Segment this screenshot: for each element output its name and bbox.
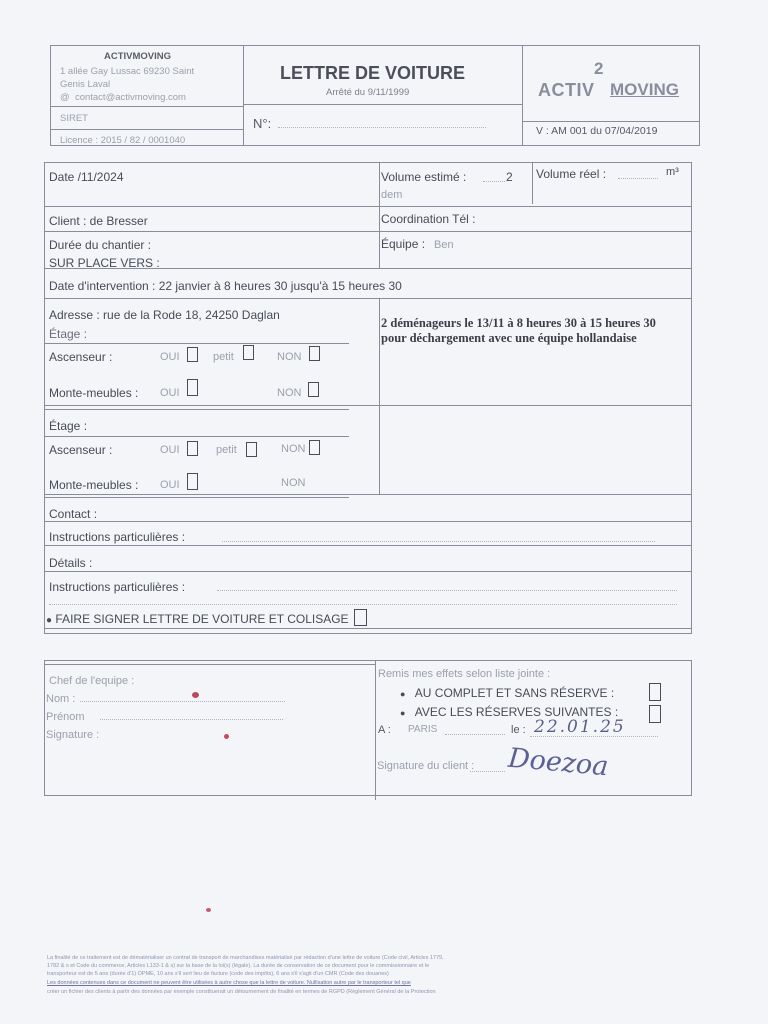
vol-divider2 — [532, 162, 533, 204]
details-field[interactable]: Détails : — [49, 556, 93, 570]
licence-label: Licence : 2015 / 82 / 0001040 — [60, 135, 186, 146]
reserves-text: AVEC LES RÉSERVES SUIVANTES : — [414, 705, 619, 719]
volume-estime-value[interactable]: 2 — [506, 170, 513, 184]
footer-line-5: créer un fichier des clients à partir des données par exemple constituerait un détournement de finalité en termes de RGPD (Règlement Général de la Protection — [47, 989, 436, 995]
logo-right: MOVING — [610, 80, 679, 99]
volume-reel-label: Volume réel : — [536, 167, 607, 181]
logo-mark — [594, 59, 603, 79]
address-line-b — [44, 409, 349, 410]
le-label: le : — [511, 724, 526, 736]
client-signature-scrawl: Doezoa — [506, 742, 610, 783]
a-label: A : — [378, 724, 391, 736]
logo-left: ACTIV — [538, 80, 595, 100]
petit-label-1: petit — [213, 351, 234, 363]
ascenseur-label-2: Ascenseur : — [49, 443, 113, 457]
header-hline-center — [243, 104, 522, 105]
bullet-icon: ● — [400, 689, 406, 699]
duree-value[interactable]: SUR PLACE VERS : — [49, 256, 160, 270]
logo-mark-icon: 2 — [594, 59, 604, 78]
header-hline-left — [50, 106, 243, 107]
monte-oui-checkbox-1[interactable] — [187, 379, 198, 396]
ascenseur-non-checkbox-1[interactable] — [309, 346, 320, 361]
monte-non-checkbox-1[interactable] — [308, 382, 319, 397]
row-line-contact — [44, 521, 692, 522]
ascenseur-oui-checkbox-2[interactable] — [187, 441, 198, 456]
version-label: V : AM 001 du 07/04/2019 — [536, 125, 658, 137]
header-divider-right — [522, 45, 523, 146]
form-block — [44, 162, 692, 634]
etage-line-2 — [44, 436, 349, 437]
monte-oui-checkbox-2[interactable] — [187, 473, 198, 490]
row-line-4 — [44, 298, 692, 299]
monte-oui-label-1: OUI — [160, 387, 180, 399]
nom-dots — [80, 701, 285, 702]
client-signature-label: Signature du client : — [377, 760, 475, 772]
chef-label: Chef de l'equipe : — [49, 675, 135, 687]
footer-line-1: La finalité de ce traitement est de dématérialiser un contrat de transport de marchandises matérialisé par rédaction d'une lettre de voiture (Code civil, Articles 1779, — [47, 955, 444, 961]
volume-estime-unit: dem — [381, 189, 403, 201]
row-line-3 — [44, 268, 692, 269]
ink-mark-2 — [224, 734, 229, 739]
ascenseur-petit-checkbox-1[interactable] — [243, 345, 254, 360]
monte-oui-label-2: OUI — [160, 479, 180, 491]
ascenseur-petit-checkbox-2[interactable] — [246, 442, 257, 457]
company-address-1: 1 allée Gay Lussac 69230 Saint — [60, 66, 195, 77]
number-dots — [278, 127, 486, 128]
reserves-checkbox[interactable] — [649, 705, 661, 723]
adresse-field[interactable]: Adresse : rue de la Rode 18, 24250 Daglan — [49, 308, 280, 322]
client-signature-dots — [470, 771, 505, 772]
remis-label: Remis mes effets selon liste jointe : — [378, 668, 551, 680]
oui-label-1: OUI — [160, 351, 180, 363]
intervention-field[interactable]: Date d'intervention : 22 janvier à 8 heures 30 jusqu'à 15 heures 30 — [49, 279, 402, 293]
instructions-1[interactable]: Instructions particulières : — [49, 530, 186, 544]
non-label-2: NON — [281, 443, 306, 455]
header-divider-left — [243, 45, 244, 146]
client-field[interactable]: Client : de Bresser — [49, 214, 148, 228]
header-hline-right — [522, 121, 700, 122]
instructions-2-dots-b — [49, 604, 677, 605]
signature-label: Signature : — [46, 729, 100, 741]
equipe-value[interactable]: Ben — [434, 239, 454, 251]
footer-line-3: transporteur est de 5 ans (durée d'1) OPME, 10 ans s'il sert lieu de facture (code des impôts), 6 ans s'il s'agit d'un CMR (Code des douanes) — [47, 971, 389, 977]
a-dots — [445, 734, 505, 735]
stray-mark — [206, 908, 211, 912]
at-icon: @ — [60, 92, 70, 103]
faire-signer-text: FAIRE SIGNER LETTRE DE VOITURE ET COLISAGE — [55, 612, 349, 626]
instructions-1-dots — [222, 541, 655, 542]
signature-top-line — [44, 664, 375, 665]
duree-label: Durée du chantier : — [49, 238, 152, 252]
row-line-details — [44, 571, 692, 572]
ascenseur-non-checkbox-2[interactable] — [309, 440, 320, 455]
vol-divider — [379, 162, 380, 206]
footer-line-2: 1782 & s et Code du commerce, Articles L133-1 & s) sur la base de la loi(s) (légale). La durée de conservation de ce document pour le commissionnaire et le — [47, 963, 430, 969]
etage-line-1 — [44, 343, 349, 344]
etage-label-2[interactable]: Étage : — [49, 419, 88, 433]
monte-non-label-1: NON — [277, 387, 302, 399]
monte-meubles-label-2: Monte-meubles : — [49, 478, 139, 492]
row-line-instr1 — [44, 545, 692, 546]
monte-meubles-label-1: Monte-meubles : — [49, 386, 139, 400]
le-value[interactable]: 22.01.25 — [534, 717, 626, 737]
ascenseur-label-1: Ascenseur : — [49, 350, 113, 364]
address-line-a — [44, 405, 692, 406]
document-subtitle: Arrêté du 9/11/1999 — [326, 87, 410, 98]
row-line-1 — [44, 206, 692, 207]
company-email — [60, 92, 186, 103]
coordination-field[interactable]: Coordination Tél : — [381, 212, 476, 226]
footer-line-4: Les données contenues dans ce document ne peuvent être utilisées à autre chose que la lettre de voiture. Nullisation autre par le transporteur tel que — [47, 980, 411, 986]
complet-option — [400, 686, 614, 700]
date-field[interactable]: Date /11/2024 — [49, 170, 124, 184]
volume-estime-dots — [483, 181, 505, 182]
etage-label-1[interactable]: Étage : — [49, 327, 88, 341]
volume-reel-dots — [618, 178, 658, 179]
row-line-2 — [44, 231, 692, 232]
ascenseur-oui-checkbox-1[interactable] — [187, 347, 198, 362]
company-name: ACTIVMOVING — [104, 51, 172, 62]
number-label: N°: — [253, 116, 272, 131]
complet-checkbox[interactable] — [649, 683, 661, 701]
note-text: 2 déménageurs le 13/11 à 8 heures 30 à 15 heures 30 pour déchargement avec une équipe hollandaise — [381, 316, 656, 345]
volume-reel-unit: m³ — [666, 166, 679, 178]
a-value[interactable]: PARIS — [408, 724, 438, 735]
prenom-label: Prénom — [46, 711, 85, 723]
address-line-c — [44, 494, 692, 495]
instructions-2[interactable]: Instructions particulières : — [49, 580, 186, 594]
prenom-dots — [100, 719, 283, 720]
volume-estime-label: Volume estimé : — [381, 170, 467, 184]
monte-non-label-2: NON — [281, 477, 306, 489]
ink-mark-1 — [192, 692, 199, 698]
non-label-1: NON — [277, 351, 302, 363]
faire-signer-checkbox[interactable] — [354, 609, 367, 626]
petit-label-2: petit — [216, 444, 237, 456]
row-line-faire — [44, 628, 692, 629]
document-title: LETTRE DE VOITURE — [280, 63, 466, 83]
address-divider — [379, 298, 380, 494]
header-hline-left2 — [50, 129, 243, 130]
address-line-d — [44, 497, 349, 498]
faire-signer-label — [46, 612, 349, 626]
company-address-2: Genis Laval — [60, 79, 111, 90]
siret-label: SIRET — [60, 113, 88, 124]
contact-field[interactable]: Contact : — [49, 507, 98, 521]
complet-text: AU COMPLET ET SANS RÉSERVE : — [414, 686, 615, 700]
oui-label-2: OUI — [160, 444, 180, 456]
bullet-icon: ● — [46, 615, 53, 626]
instructions-2-dots — [217, 590, 677, 591]
bullet-icon: ● — [400, 708, 406, 718]
nom-label: Nom : — [46, 693, 76, 705]
company-email-text: contact@activmoving.com — [74, 92, 186, 103]
signature-divider — [375, 660, 376, 800]
client-divider — [379, 206, 380, 268]
equipe-label: Équipe : — [381, 237, 426, 251]
